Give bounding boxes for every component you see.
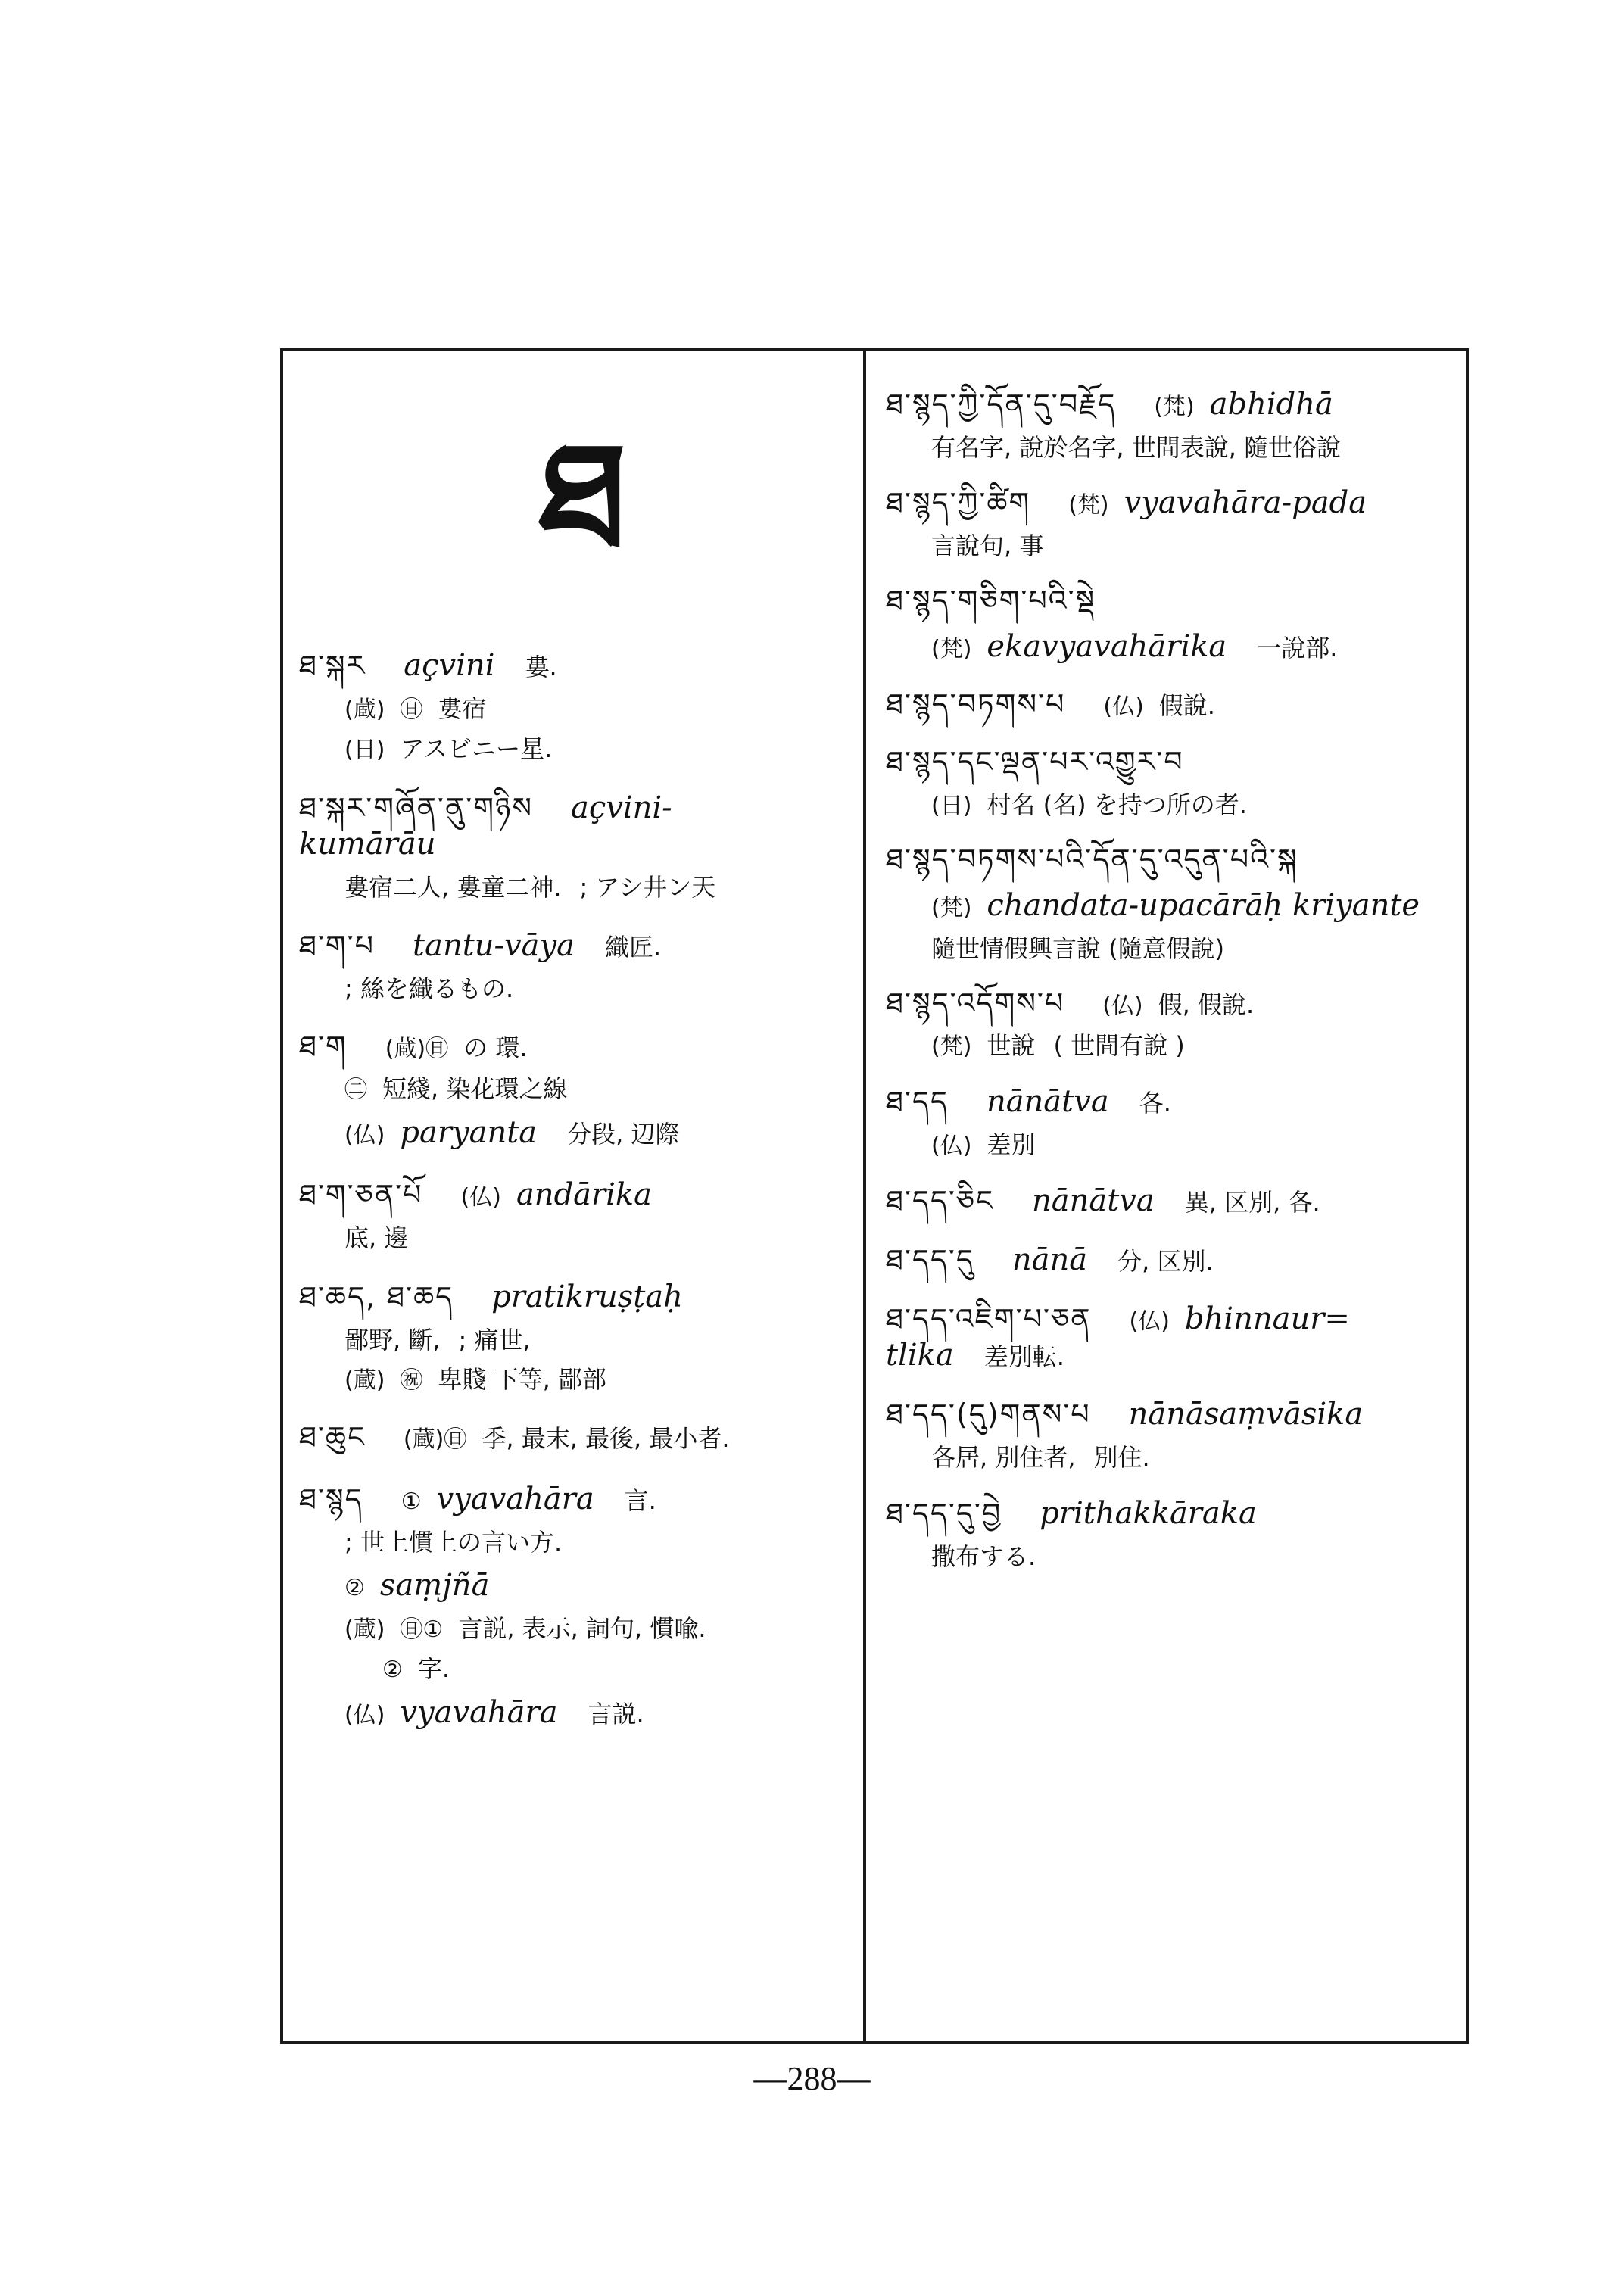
entry-line (299, 1326, 859, 1354)
entry-line (299, 1481, 859, 1517)
dictionary-entry (886, 843, 1461, 964)
entry-line (886, 1301, 1461, 1337)
entry-line (299, 790, 859, 826)
entry-line (886, 485, 1461, 521)
source-marker: (仏) (460, 1184, 501, 1211)
dictionary-entry (299, 1420, 859, 1455)
entry-line (299, 1694, 859, 1731)
page-number: —288— (753, 2060, 871, 2097)
gloss-text: 差別 (987, 1130, 1036, 1160)
entry-line (886, 584, 1461, 619)
tibetan-headword: ཐ་ག་པ (299, 929, 376, 963)
gloss-text: 別住. (1093, 1443, 1150, 1473)
source-marker: ㊐① (400, 1616, 444, 1644)
gloss-text: 假說. (1158, 691, 1215, 721)
right-column (886, 386, 1461, 1594)
gloss-text: 婁宿 (438, 694, 487, 723)
entry-line (886, 1242, 1461, 1278)
entry-line (299, 734, 859, 764)
sanskrit-term: açvini- (570, 790, 672, 825)
sanskrit-term: nānāsaṃvāsika (1128, 1397, 1364, 1432)
source-marker: (仏) (931, 1133, 972, 1160)
gloss-text: 世說 (987, 1031, 1036, 1061)
sanskrit-term: ekavyavahārika (987, 629, 1227, 665)
left-column (299, 647, 859, 1756)
entry-line (299, 1114, 859, 1151)
sanskrit-term: pratikruṣṭaḥ (491, 1279, 683, 1314)
source-marker: ㊗ (400, 1367, 423, 1395)
entry-line (299, 1567, 859, 1604)
source-marker: ② (344, 1575, 365, 1602)
gloss-text: 差別転. (983, 1342, 1064, 1372)
sanskrit-term: andārika (516, 1177, 653, 1213)
source-marker: (仏) (1103, 693, 1144, 721)
entry-line (886, 934, 1461, 963)
source-marker: (仏) (344, 1702, 385, 1729)
gloss-text: ; 痛世, (458, 1325, 531, 1354)
sanskrit-term: açvini (404, 648, 495, 683)
gloss-text: 季, 最末, 最後, 最小者. (482, 1424, 730, 1454)
gloss-text: 各居, 別住者, (931, 1443, 1076, 1473)
tibetan-headword: ཐ་སྐར་གཞོན་ནུ་གཉིས (299, 791, 533, 824)
entry-line (886, 1083, 1461, 1120)
dictionary-entry (299, 1279, 859, 1395)
sanskrit-term: nānātva (986, 1084, 1109, 1120)
sanskrit-term: bhinnaur= (1184, 1301, 1350, 1337)
entry-line (299, 873, 859, 902)
source-marker: (梵) (931, 636, 972, 663)
gloss-text: 各. (1139, 1089, 1171, 1118)
sanskrit-term: saṃjñā (379, 1568, 490, 1604)
sanskrit-term: nānā (1011, 1242, 1088, 1278)
gloss-text: 有名字, 說於名字, 世間表說, 隨世俗說 (931, 433, 1342, 462)
gloss-text: ; アシ井ン天 (579, 873, 716, 902)
source-marker: (仏) (1129, 1308, 1170, 1336)
gloss-text: 短綫, 染花環之線 (382, 1074, 568, 1104)
gloss-text: の 環. (463, 1033, 528, 1062)
sanskrit-term: nānātva (1032, 1183, 1155, 1219)
entry-line (299, 647, 859, 684)
entry-line (886, 1542, 1461, 1571)
dictionary-entry (886, 687, 1461, 722)
tibetan-headword: ཐ་ག་ཅན་པོ (299, 1178, 423, 1212)
sanskrit-term: vyavahāra-pada (1124, 485, 1367, 521)
tibetan-headword: ཐ་སྙད་གཅིག་པའི་སྡེ (886, 583, 1096, 617)
sanskrit-term: paryanta (400, 1115, 538, 1151)
gloss-text: ( 世間有說 ) (1053, 1031, 1185, 1061)
sanskrit-term: kumārāu (299, 827, 436, 862)
dictionary-entry (299, 927, 859, 1003)
tibetan-headword: ཐ་དད་དུ་བྱེ (886, 1496, 1002, 1530)
source-marker: (梵) (931, 895, 972, 922)
dictionary-entry (886, 1183, 1461, 1219)
gloss-text: 言説, 表示, 詞句, 慣喩. (458, 1614, 706, 1644)
entry-line (299, 1528, 859, 1557)
sanskrit-term: chandata-upacārāḥ kriyante (987, 888, 1420, 924)
entry-line (299, 1030, 859, 1064)
gloss-text: 言. (624, 1485, 656, 1515)
tibetan-headword: ཐ་དད་དུ (886, 1243, 974, 1277)
gloss-text: 撒布する. (931, 1541, 1036, 1571)
entry-line (299, 1223, 859, 1252)
gloss-text: 字. (417, 1654, 450, 1684)
source-marker: (蔵)㊐ (403, 1426, 467, 1454)
column-divider (863, 348, 866, 2044)
entry-line (886, 687, 1461, 722)
tibetan-headword: ཐ་ག (299, 1029, 348, 1063)
gloss-text: 言説. (588, 1700, 644, 1729)
entry-line (886, 986, 1461, 1021)
entry-line (886, 1183, 1461, 1219)
tibetan-headword: ཐ་སྙད (299, 1482, 363, 1516)
tibetan-headword: ཐ་དད་འཇིག་པ་ཅན (886, 1302, 1092, 1336)
source-marker: (梵) (931, 1033, 972, 1061)
tibetan-headword: ཐ་དད་(དུ)གནས་པ (886, 1398, 1091, 1432)
entry-line (886, 1130, 1461, 1160)
gloss-text: 假, 假說. (1158, 990, 1255, 1019)
entry-line (886, 628, 1461, 665)
entry-line (886, 790, 1461, 820)
dictionary-entry (886, 584, 1461, 665)
dictionary-entry (299, 647, 859, 764)
source-marker: (梵) (1154, 394, 1195, 420)
entry-line (299, 1279, 859, 1315)
entry-line (299, 1654, 859, 1684)
entry-line (299, 927, 859, 964)
source-marker: (仏) (1102, 992, 1143, 1019)
source-marker: (日) (931, 792, 972, 819)
gloss-text: 卑賤 下等, 鄙部 (438, 1365, 606, 1395)
gloss-text: 言說句, 事 (931, 531, 1044, 561)
gloss-text: 一說部. (1257, 634, 1338, 663)
dictionary-entry (299, 1030, 859, 1152)
tibetan-headword: ཐ་སྙད་བཏགས་པ (886, 687, 1066, 722)
gloss-text: アスビニー星. (400, 734, 553, 763)
head-letter: ཐ (539, 411, 627, 580)
tibetan-headword: ཐ་དད་ཅིང (886, 1184, 995, 1218)
sanskrit-term: prithakkāraka (1040, 1495, 1257, 1531)
entry-line (886, 1337, 1461, 1373)
source-marker: ㊐ (400, 697, 423, 723)
gloss-text: 分段, 辺際 (567, 1120, 680, 1149)
tibetan-headword: ཐ་ཆད, ཐ་ཆད (299, 1279, 454, 1314)
sanskrit-term: tantu-vāya (413, 928, 575, 964)
source-marker: ① (401, 1488, 422, 1515)
source-marker: (蔵) (344, 1616, 385, 1644)
tibetan-headword: ཐ་སྐར (299, 649, 366, 682)
dictionary-entry (299, 1177, 859, 1252)
entry-line (299, 1177, 859, 1213)
dictionary-entry (886, 386, 1461, 462)
source-marker: (蔵) (344, 697, 385, 723)
sanskrit-term: abhidhā (1209, 387, 1333, 422)
dictionary-entry (886, 1495, 1461, 1571)
source-marker: ② (382, 1657, 403, 1684)
gloss-text: 鄙野, 斷, (344, 1325, 441, 1354)
gloss-text: 村名 (名) を持つ所の者. (987, 790, 1247, 819)
entry-line (299, 1365, 859, 1395)
source-marker: (蔵)㊐ (385, 1035, 449, 1062)
dictionary-entry (886, 986, 1461, 1061)
sanskrit-term: tlika (886, 1338, 954, 1373)
tibetan-headword: ཐ་སྙད་བཏགས་པའི་དོན་དུ་འདུན་པའི་སྐ (886, 842, 1298, 876)
gloss-text: 異, 区別, 各. (1184, 1188, 1320, 1217)
dictionary-entry (886, 1083, 1461, 1160)
source-marker: (仏) (344, 1122, 385, 1149)
tibetan-headword: ཐ་སྙད་ཀྱི་དོན་དུ་བརྗོད (886, 388, 1117, 421)
dictionary-entry (886, 1242, 1461, 1278)
source-marker: (日) (344, 737, 385, 763)
gloss-text: 婁. (525, 653, 557, 681)
tibetan-headword: ཐ་སྙད་དང་ལྡན་པར་འགྱུར་བ (886, 744, 1184, 778)
entry-line (886, 887, 1461, 924)
dictionary-entry (886, 1301, 1461, 1373)
entry-line (886, 1443, 1461, 1472)
gloss-text: 婁宿二人, 婁童二神. (344, 873, 562, 902)
gloss-text: ; 世上慣上の言い方. (344, 1527, 563, 1557)
entry-line (299, 826, 859, 862)
entry-line (886, 531, 1461, 560)
entry-line (299, 1074, 859, 1104)
dictionary-entry (299, 790, 859, 902)
gloss-text: 織匠. (604, 933, 662, 962)
tibetan-headword: ཐ་ཆུང (299, 1420, 366, 1454)
entry-line (886, 1396, 1461, 1432)
entry-line (886, 386, 1461, 422)
entry-line (299, 694, 859, 724)
entry-line (299, 1614, 859, 1644)
entry-line (886, 1031, 1461, 1061)
tibetan-headword: ཐ་སྙད་ཀྱི་ཚིག (886, 486, 1031, 520)
source-marker: ㊁ (344, 1077, 367, 1104)
sanskrit-term: vyavahāra (436, 1481, 594, 1516)
dictionary-entry (886, 485, 1461, 560)
gloss-text: ; 絲を織るもの. (344, 974, 514, 1004)
sanskrit-term: vyavahāra (400, 1695, 558, 1731)
gloss-text: 分, 区別. (1117, 1247, 1214, 1276)
source-marker: (蔵) (344, 1367, 385, 1395)
gloss-text: 底, 邊 (344, 1223, 409, 1253)
entry-line (886, 1495, 1461, 1532)
dictionary-entry (299, 1481, 859, 1731)
entry-line (886, 745, 1461, 780)
source-marker: (梵) (1068, 492, 1109, 519)
entry-line (886, 843, 1461, 877)
entry-line (299, 974, 859, 1003)
dictionary-entry (886, 745, 1461, 820)
tibetan-headword: ཐ་སྙད་འདོགས་པ (886, 986, 1065, 1020)
dictionary-entry (886, 1396, 1461, 1472)
entry-line (886, 433, 1461, 462)
tibetan-headword: ཐ་དད (886, 1085, 949, 1119)
entry-line (299, 1420, 859, 1455)
gloss-text: 隨世情假興言說 (隨意假說) (931, 934, 1225, 964)
